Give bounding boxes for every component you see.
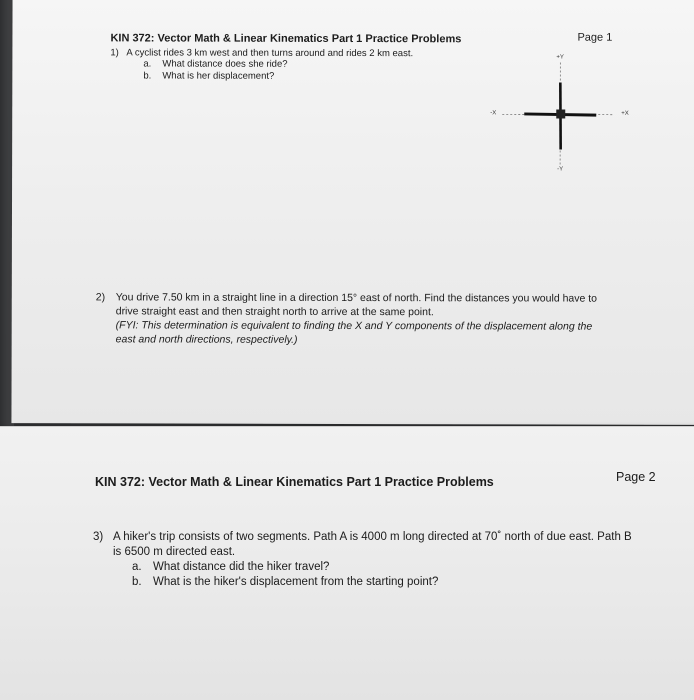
q3b-text: What is the hiker's displacement from the starting point?	[153, 576, 439, 588]
q3a-text: What distance did the hiker travel?	[153, 561, 330, 573]
page1-title: KIN 372: Vector Math & Linear Kinematics Part 1 Practice Problems	[110, 32, 462, 46]
q1-number: 1)	[110, 47, 119, 59]
axis-label-neg-x: -X	[490, 110, 497, 117]
q2-line3: (FYI: This determination is equivalent to finding the X and Y components of the displacement along the	[115, 319, 593, 333]
q3a-label: a.	[132, 561, 142, 573]
q2-line1: You drive 7.50 km in a straight line in a direction 15° east of north. Find the distances you would have to	[115, 291, 598, 305]
q1a-label: a.	[143, 58, 152, 70]
q1a-text: What distance does she ride?	[162, 58, 288, 70]
q3-line2: is 6500 m directed east.	[113, 546, 236, 558]
worksheet-page-2	[0, 426, 694, 700]
page2-page-label: Page 2	[616, 470, 656, 484]
q1-text: A cyclist rides 3 km west and then turns around and rides 2 km east.	[126, 47, 414, 60]
axes-svg	[482, 54, 642, 179]
worksheet-page-1	[11, 0, 694, 425]
q3b-label: b.	[132, 576, 142, 588]
origin-mark	[556, 110, 565, 119]
q3-line1: A hiker's trip consists of two segments. Path A is 4000 m long directed at 70˚ north of due east. Path B	[113, 531, 632, 543]
coordinate-axes-diagram	[482, 54, 642, 179]
axis-label-neg-y: -Y	[557, 166, 564, 173]
axis-label-pos-y: +Y	[556, 54, 564, 61]
q1b-label: b.	[143, 70, 152, 82]
q1b-text: What is her displacement?	[162, 70, 275, 82]
q2-line2: drive straight east and then straight north to arrive at the same point.	[115, 305, 434, 319]
q2-line4: east and north directions, respectively.)	[115, 333, 298, 346]
axis-label-pos-x: +X	[621, 110, 629, 117]
q2-number: 2)	[95, 291, 106, 304]
q3-number: 3)	[93, 531, 104, 543]
page2-title: KIN 372: Vector Math & Linear Kinematics Part 1 Practice Problems	[95, 475, 494, 489]
page1-page-label: Page 1	[577, 31, 613, 44]
